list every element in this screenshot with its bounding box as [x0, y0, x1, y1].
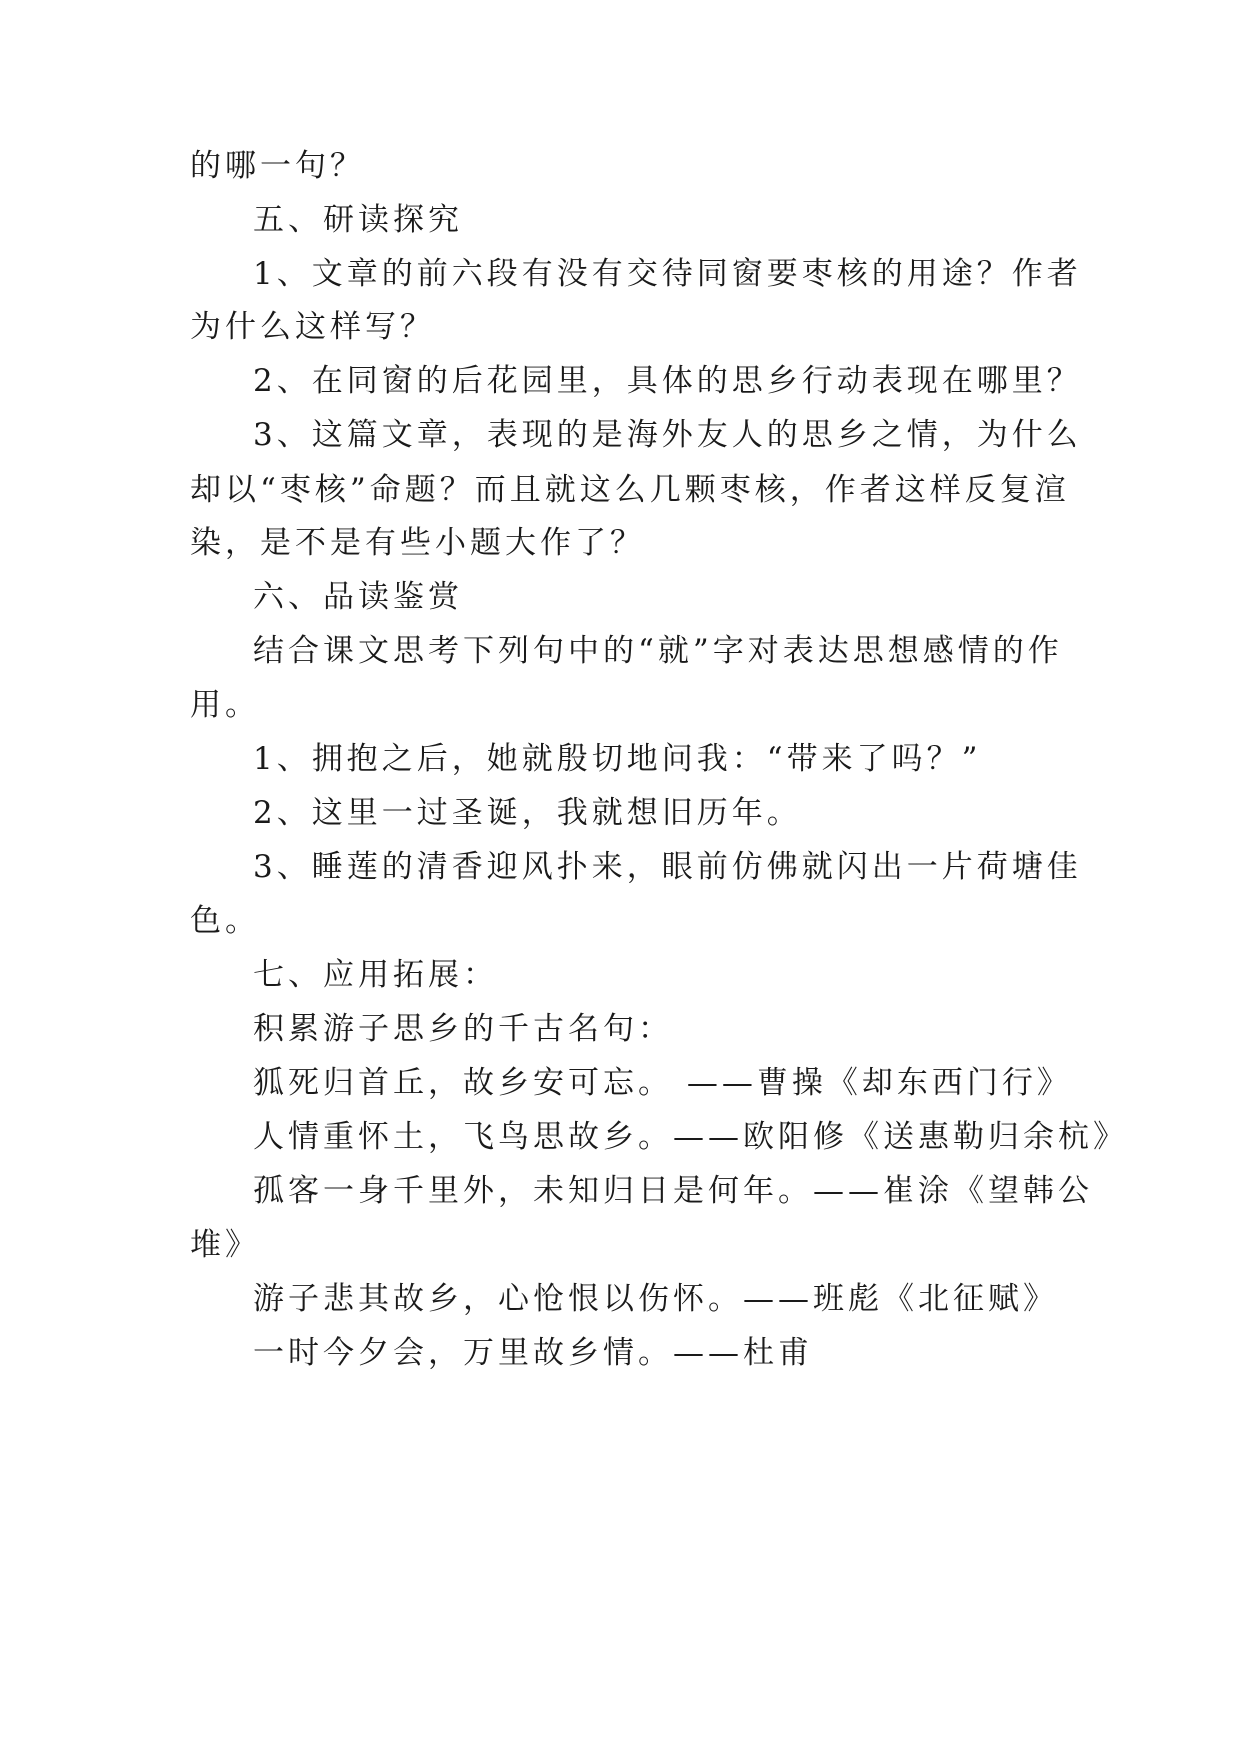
- paragraph-line: 结合课文思考下列句中的“就”字对表达思想感情的作: [253, 633, 1063, 669]
- quote-line: 孤客一身千里外，未知归日是何年。——崔涂《望韩公: [253, 1173, 1093, 1209]
- section-heading: 六、品读鉴赏: [253, 579, 463, 615]
- paragraph-line: 色。: [190, 903, 260, 939]
- paragraph-line: 2、这里一过圣诞，我就想旧历年。: [253, 795, 802, 831]
- paragraph-line: 积累游子思乡的千古名句：: [253, 1011, 673, 1047]
- paragraph-line: 用。: [190, 687, 260, 723]
- paragraph-line: 却以“枣核”命题？而且就这么几颗枣核，作者这样反复渲: [190, 472, 1070, 508]
- paragraph-line: 3、这篇文章，表现的是海外友人的思乡之情，为什么: [253, 417, 1082, 453]
- section-heading: 五、研读探究: [253, 202, 463, 238]
- paragraph-line: 3、睡莲的清香迎风扑来，眼前仿佛就闪出一片荷塘佳: [253, 849, 1082, 885]
- quote-line: 狐死归首丘，故乡安可忘。 ——曹操《却东西门行》: [253, 1065, 1072, 1101]
- quote-line: 游子悲其故乡，心怆恨以伤怀。——班彪《北征赋》: [253, 1281, 1058, 1317]
- quote-line: 堆》: [190, 1227, 260, 1263]
- paragraph-line: 1、文章的前六段有没有交待同窗要枣核的用途？作者: [253, 256, 1082, 292]
- paragraph-line: 的哪一句？: [190, 148, 365, 184]
- quote-line: 人情重怀土，飞鸟思故乡。——欧阳修《送惠勒归余杭》: [253, 1119, 1128, 1155]
- paragraph-line: 为什么这样写？: [190, 309, 435, 345]
- paragraph-line: 染，是不是有些小题大作了？: [190, 525, 645, 561]
- section-heading: 七、应用拓展：: [253, 957, 498, 993]
- paragraph-line: 1、拥抱之后，她就殷切地问我：“带来了吗？”: [253, 741, 982, 777]
- paragraph-line: 2、在同窗的后花园里，具体的思乡行动表现在哪里？: [253, 363, 1082, 399]
- quote-line: 一时今夕会，万里故乡情。——杜甫: [253, 1335, 813, 1371]
